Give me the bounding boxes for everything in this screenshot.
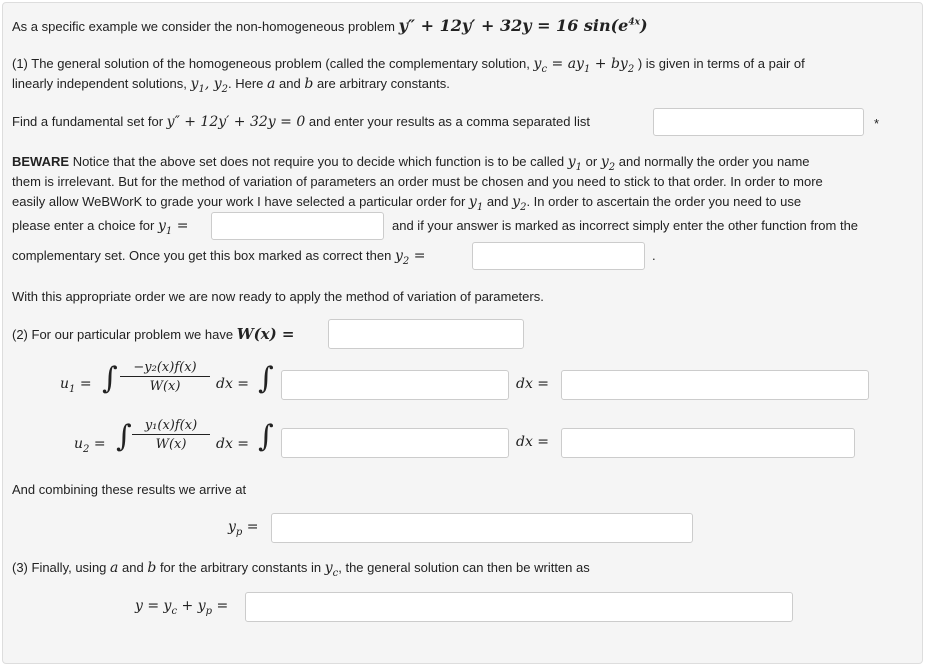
beware-line1: BEWARE Notice that the above set does not require you to decide which function is to be called $y_1$ or $y_2$ and normally the order you name bbox=[12, 154, 810, 173]
y1-choice-input[interactable] bbox=[211, 212, 384, 240]
u2-result-input[interactable] bbox=[561, 428, 855, 458]
fundamental-prompt: Find a fundamental set for y″ + 12y′ + 32y = 0 and enter your results as a comma separated list bbox=[12, 114, 590, 130]
intro-equation: y″ + 12y′ + 32y = 16 $\sin(e^{4x})$ bbox=[398, 16, 648, 35]
fundamental-set-input[interactable] bbox=[653, 108, 864, 136]
u1-dx-eq: dx = bbox=[516, 376, 550, 392]
u2-label: $u_2$ = bbox=[74, 436, 106, 455]
required-mark: * bbox=[874, 116, 880, 131]
u1-denominator: W(x) bbox=[149, 379, 181, 394]
u1-numerator: −y₂(x)f(x) bbox=[120, 360, 210, 377]
u2-numerator: y₁(x)f(x) bbox=[132, 418, 210, 435]
u1-fraction bbox=[120, 360, 210, 394]
u2-integral-sign-2: ∫ bbox=[258, 419, 274, 454]
u1-result-input[interactable] bbox=[561, 370, 869, 400]
u2-integral-sign: ∫ bbox=[116, 419, 132, 454]
wronskian-input[interactable] bbox=[328, 319, 524, 349]
u2-dx-eq: dx = bbox=[516, 434, 550, 450]
u1-integrand-input[interactable] bbox=[281, 370, 509, 400]
part1-line1: (1) The general solution of the homogeneous problem (called the complementary solution, $y_c = ay_1 + by_2$ ) is given in terms of a pair of bbox=[12, 56, 805, 75]
variation-text: With this appropriate order we are now ready to apply the method of variation of parameters. bbox=[12, 289, 544, 304]
general-solution-input[interactable] bbox=[245, 592, 793, 622]
beware-line5: complementary set. Once you get this box marked as correct then $y_2$ = bbox=[12, 248, 426, 267]
beware-line4-tail: and if your answer is marked as incorrect simply enter the other function from the bbox=[392, 218, 859, 233]
beware-heading: BEWARE bbox=[12, 154, 70, 169]
beware-line4-label: please enter a choice for $y_1$ = bbox=[12, 218, 189, 237]
beware-line2: them is irrelevant. But for the method of variation of parameters an order must be chosen and you need to stick to that order. In order to more bbox=[12, 174, 823, 189]
u2-integrand-input[interactable] bbox=[281, 428, 509, 458]
u2-fraction bbox=[132, 418, 210, 452]
u1-dx: dx = bbox=[216, 376, 250, 392]
yc-formula: $y_c = ay_1 + by_2$ bbox=[533, 56, 635, 75]
u1-integral-sign: ∫ bbox=[102, 361, 118, 396]
yp-input[interactable] bbox=[271, 513, 693, 543]
intro-line bbox=[12, 16, 648, 35]
u2-dx: dx = bbox=[216, 436, 250, 452]
u1-integral-sign-2: ∫ bbox=[258, 361, 274, 396]
yp-label: $y_p$ = bbox=[228, 519, 259, 538]
final-equation-label: $y = y_c + y_p$ = bbox=[135, 598, 229, 617]
u2-denominator: W(x) bbox=[155, 437, 187, 452]
part3-text: (3) Finally, using a and b for the arbitrary constants in $y_c$, the general solution can then be written as bbox=[12, 560, 590, 579]
homogeneous-equation: y″ + 12y′ + 32y = 0 bbox=[166, 114, 306, 130]
y2-input[interactable] bbox=[472, 242, 645, 270]
part2-label: (2) For our particular problem we have W(x) = bbox=[12, 325, 295, 343]
combining-text: And combining these results we arrive at bbox=[12, 482, 247, 497]
intro-lead: As a specific example we consider the non-homogeneous problem bbox=[12, 19, 395, 34]
beware-line3: easily allow WeBWorK to grade your work I have selected a particular order for $y_1$ and $y_2$. In order to ascertain the order you need to use bbox=[12, 194, 802, 213]
u1-label: $u_1$ = bbox=[60, 376, 92, 395]
beware-period: . bbox=[652, 248, 656, 263]
part1-line2: linearly independent solutions, $y_1$, $y_2$. Here a and b are arbitrary constants. bbox=[12, 76, 450, 95]
